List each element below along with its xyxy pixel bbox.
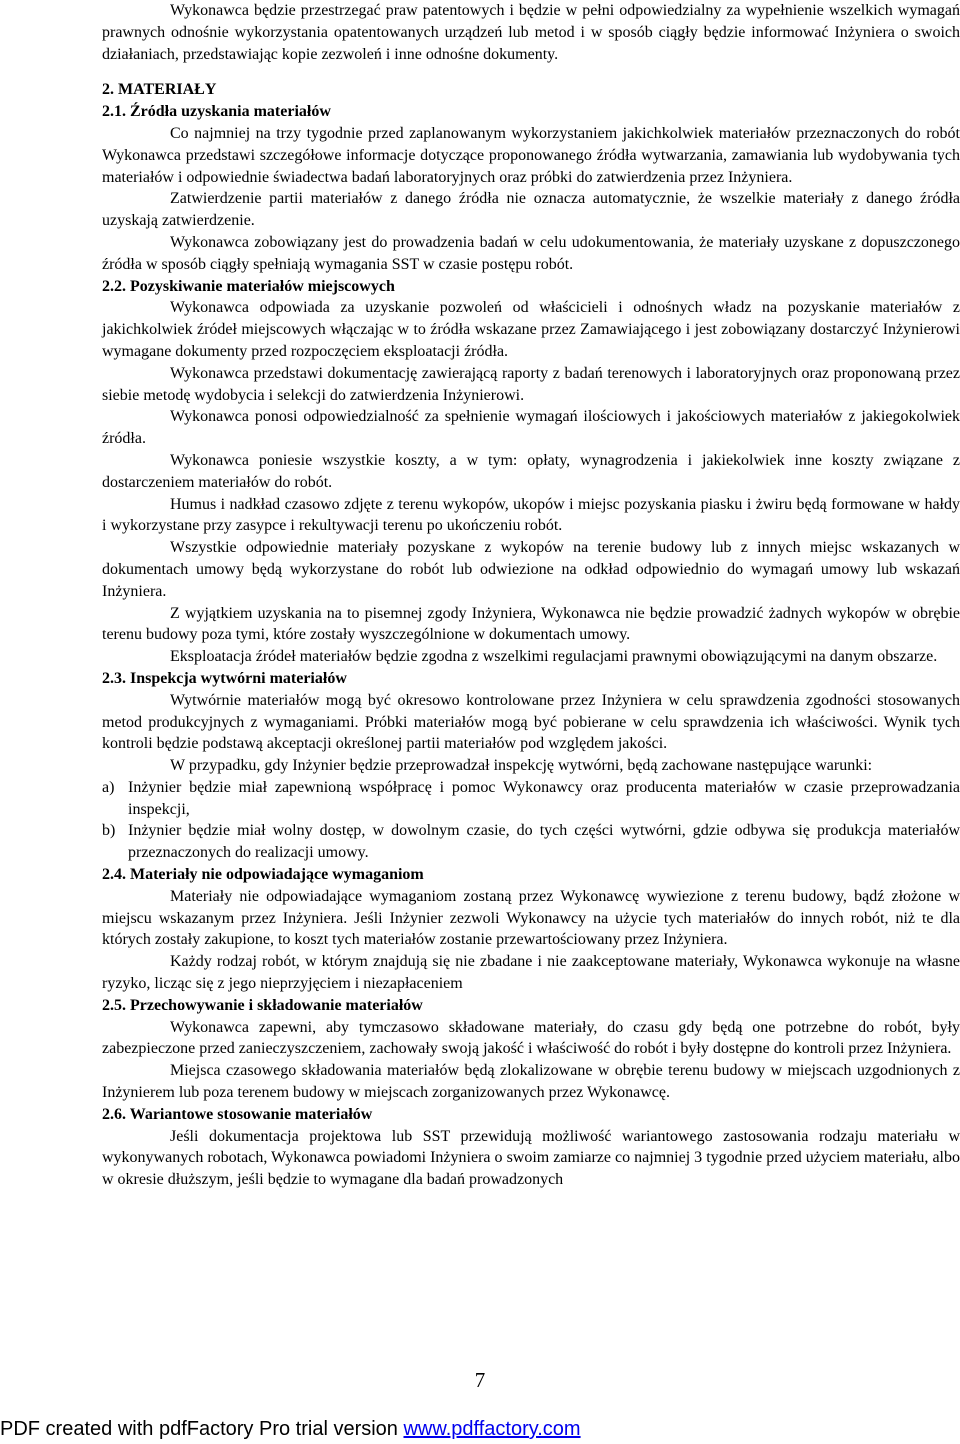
section-heading: 2.6. Wariantowe stosowanie materiałów <box>102 1105 373 1123</box>
list-marker: b) <box>102 822 116 840</box>
paragraph: Miejsca czasowego składowania materiałów będą zlokalizowane w obrębie terenu budowy w miejscach uzgodnionych z Inżynierem lub poza terenem budowy w miejscach zorganizowanych przez Wykonawcę. <box>102 1062 960 1102</box>
pdf-footer <box>0 1416 960 1442</box>
list-item <box>102 820 960 864</box>
intro-paragraph: Wykonawca będzie przestrzegać praw patentowych i będzie w pełni odpowiedzialny za wypełnienie wszelkich wymagań prawnych odnośnie wykorzystania opatentowanych urządzeń lub metod i w sposób ciągły będzie informować Inżyniera o swoich działaniach, przedstawiając kopie zezwoleń i inne odnośne dokumenty. <box>102 2 960 63</box>
paragraph: Wykonawca przedstawi dokumentację zawierającą raporty z badań terenowych i laboratoryjnych oraz proponowaną przez siebie metodę wydobycia i selekcji do zatwierdzenia Inżynierowi. <box>102 364 960 404</box>
paragraph: Materiały nie odpowiadające wymaganiom zostaną przez Wykonawcę wywiezione z terenu budowy, bądź złożone w miejscu wskazanym przez Inżyniera. Jeśli Inżynier zezwoli Wykonawcy na użycie tych materiałów do innych robót, niż te dla których zostały zakupione, to koszt tych materiałów zostanie przewartościowany przez Inżyniera. <box>102 887 960 949</box>
section-2-5 <box>102 995 960 1104</box>
paragraph: Wykonawca zapewni, aby tymczasowo składowane materiały, do czasu gdy będą one potrzebne do robót, były zabezpieczone przed zanieczyszczeniem, zachowały swoją jakość i właściwość do robót i były dostępne do kontroli przez Inżyniera. <box>102 1018 960 1058</box>
section-2-6 <box>102 1104 960 1191</box>
paragraph: Wykonawca poniesie wszystkie koszty, a w tym: opłaty, wynagrodzenia i jakiekolwiek inne koszty związane z dostarczeniem materiałów do robót. <box>102 451 960 491</box>
paragraph: Każdy rodzaj robót, w którym znajdują się nie zbadane i nie zaakceptowane materiały, Wykonawca wykonuje na własne ryzyko, licząc się z jego nieprzyjęciem i niezapłaceniem <box>102 953 960 993</box>
paragraph: Zatwierdzenie partii materiałów z danego źródła nie oznacza automatycznie, że wszelkie materiały z danego źródła uzyskają zatwierdzenie. <box>102 190 960 230</box>
list-item-text: Inżynier będzie miał wolny dostęp, w dowolnym czasie, do tych części wytwórni, gdzie odbywa się produkcja materiałów przeznaczonych do realizacji umowy. <box>128 822 960 862</box>
section-heading: 2.4. Materiały nie odpowiadające wymaganiom <box>102 866 424 884</box>
paragraph: Jeśli dokumentacja projektowa lub SST przewidują możliwość wariantowego zastosowania rodzaju materiału w wykonywanych robotach, Wykonawca powiadomi Inżyniera o swoim zamiarze co najmniej 3 tygodnie przed użyciem materiału, albo w okresie dłuższym, jeśli będzie to wymagane dla badań prowadzonych <box>102 1127 960 1189</box>
paragraph: Co najmniej na trzy tygodnie przed zaplanowanym wykorzystaniem jakichkolwiek materiałów przeznaczonych do robót Wykonawca przedstawi szczegółowe informacje dotyczące proponowanego źródła wytwarzania, zamawiania lub wydobywania tych materiałów i odpowiednie świadectwa badań laboratoryjnych oraz próbki do zatwierdzenia przez Inżyniera. <box>102 124 960 186</box>
section-2-2 <box>102 276 960 668</box>
list-marker: a) <box>102 778 115 796</box>
paragraph: Wykonawca ponosi odpowiedzialność za spełnienie wymagań ilościowych i jakościowych materiałów z jakiegokolwiek źródła. <box>102 408 960 448</box>
footer-link[interactable]: www.pdffactory.com <box>403 1418 581 1440</box>
document-body <box>102 0 960 1191</box>
section-heading: 2.5. Przechowywanie i składowanie materiałów <box>102 996 423 1014</box>
footer-text: PDF created with pdfFactory Pro trial version <box>0 1418 404 1440</box>
paragraph: W przypadku, gdy Inżynier będzie przeprowadzał inspekcję wytwórni, będą zachowane następujące warunki: <box>170 757 873 775</box>
paragraph: Wszystkie odpowiednie materiały pozyskane z wykopów na terenie budowy lub z innych miejsc wskazanych w dokumentach umowy będą wykorzystane do robót lub odwiezione na odkład odpowiednio do wymagań umowy lub wskazań Inżyniera. <box>102 539 960 600</box>
section-2-3 <box>102 668 960 864</box>
section-heading: 2.1. Źródła uzyskania materiałów <box>102 103 331 121</box>
paragraph: Wykonawca zobowiązany jest do prowadzenia badań w celu udokumentowania, że materiały uzyskane z dopuszczonego źródła w sposób ciągły spełniają wymagania SST w czasie postępu robót. <box>102 233 960 273</box>
paragraph: Wykonawca odpowiada za uzyskanie pozwoleń od właścicieli i odnośnych władz na pozyskanie materiałów z jakichkolwiek źródeł miejscowych włączając w to źródła wskazane przez Zamawiającego i jest zobowiązany dostarczyć Inżynierowi wymagane dokumenty przed rozpoczęciem eksploatacji źródła. <box>102 299 960 360</box>
paragraph: Z wyjątkiem uzyskania na to pisemnej zgody Inżyniera, Wykonawca nie będzie prowadzić żadnych wykopów w obrębie terenu budowy poza tymi, które zostały wyszczególnione w dokumentach umowy. <box>102 604 960 644</box>
paragraph: Eksploatacja źródeł materiałów będzie zgodna z wszelkimi regulacjami prawnymi obowiązującymi na danym obszarze. <box>170 648 938 666</box>
section-2-1 <box>102 101 960 275</box>
section-heading: 2.3. Inspekcja wytwórni materiałów <box>102 669 347 687</box>
chapter-heading: 2. MATERIAŁY <box>102 81 217 99</box>
paragraph: Humus i nadkład czasowo zdjęte z terenu wykopów, ukopów i miejsc pozyskania piasku i żwiru będą formowane w hałdy i wykorzystane przy zasypce i rekultywacji terenu po ukończeniu robót. <box>102 495 960 535</box>
list-item-text: Inżynier będzie miał zapewnioną współpracę i pomoc Wykonawcy oraz producenta materiałów w czasie przeprowadzania inspekcji, <box>128 778 960 818</box>
section-2-4 <box>102 864 960 995</box>
page-number: 7 <box>474 1368 486 1392</box>
section-heading: 2.2. Pozyskiwanie materiałów miejscowych <box>102 277 395 295</box>
list-item <box>102 777 960 821</box>
paragraph: Wytwórnie materiałów mogą być okresowo kontrolowane przez Inżyniera w celu sprawdzenia zgodności stosowanych metod produkcyjnych z wymaganiami. Próbki materiałów mogą być pobierane w celu sprawdzenia ich właściwości. Wynik tych kontroli będzie podstawą akceptacji określonej partii materiałów pod względem jakości. <box>102 691 960 753</box>
